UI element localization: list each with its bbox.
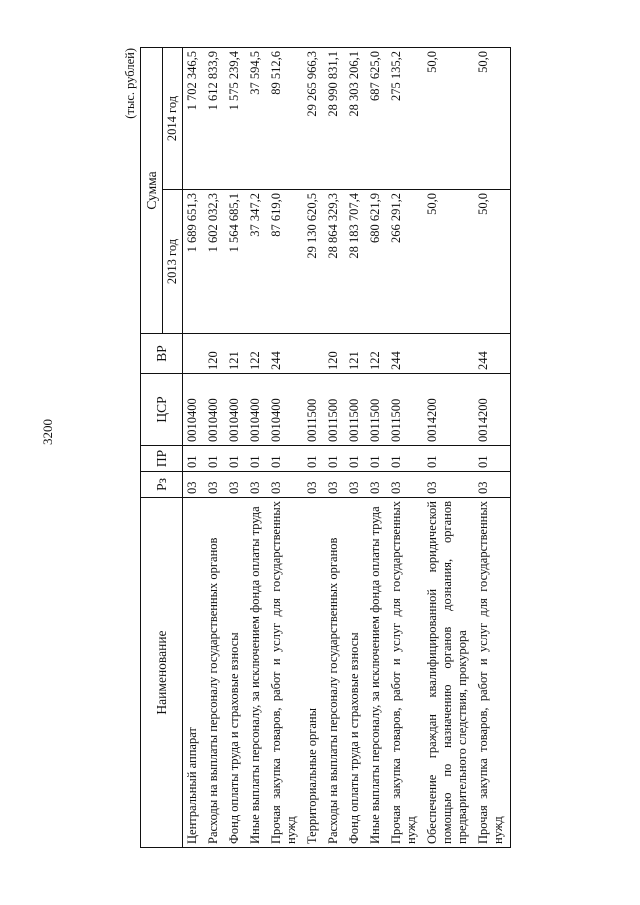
row-rz: 03 (246, 472, 267, 498)
table-row (366, 47, 387, 847)
row-sum-2014: 687 625,0 (366, 47, 387, 189)
row-csr: 0010400 (183, 374, 205, 446)
row-rz: 03 (204, 472, 225, 498)
row-sum-2014: 29 265 966,3 (303, 47, 324, 189)
row-pr: 01 (387, 446, 423, 472)
row-pr: 01 (366, 446, 387, 472)
table-row (387, 47, 423, 847)
row-rz: 03 (423, 472, 474, 498)
row-vr: 121 (225, 334, 246, 374)
row-vr: 244 (474, 334, 511, 374)
row-sum-2014: 50,0 (423, 47, 474, 189)
row-sum-2013: 87 619,0 (267, 190, 303, 334)
row-sum-2013: 50,0 (474, 190, 511, 334)
row-vr: 121 (345, 334, 366, 374)
table-body (183, 47, 511, 847)
table-header (141, 47, 183, 847)
row-vr: 244 (387, 334, 423, 374)
budget-table (140, 47, 511, 848)
row-csr: 0014200 (474, 374, 511, 446)
row-vr: 120 (324, 334, 345, 374)
row-rz: 03 (267, 472, 303, 498)
row-sum-2013: 28 864 329,3 (324, 190, 345, 334)
row-sum-2014: 28 990 831,1 (324, 47, 345, 189)
row-sum-2014: 37 594,5 (246, 47, 267, 189)
row-name: Центральный аппарат (183, 498, 205, 848)
row-rz: 03 (345, 472, 366, 498)
header-rz: Рз (141, 472, 183, 498)
row-csr: 0011500 (324, 374, 345, 446)
header-year-2014: 2014 год (163, 47, 183, 189)
row-sum-2013: 50,0 (423, 190, 474, 334)
row-pr: 01 (204, 446, 225, 472)
page-number: 3200 (40, 419, 55, 445)
row-csr: 0010400 (246, 374, 267, 446)
header-year-2013: 2013 год (163, 190, 183, 334)
row-vr (183, 334, 205, 374)
row-vr: 122 (366, 334, 387, 374)
row-pr: 01 (183, 446, 205, 472)
row-vr: 122 (246, 334, 267, 374)
table-row (204, 47, 225, 847)
row-rz: 03 (324, 472, 345, 498)
row-sum-2014: 50,0 (474, 47, 511, 189)
row-vr: 244 (267, 334, 303, 374)
row-name: Расходы на выплаты персоналу государственных органов (204, 498, 225, 848)
row-sum-2013: 29 130 620,5 (303, 190, 324, 334)
table-row (324, 47, 345, 847)
row-name: Фонд оплаты труда и страховые взносы (345, 498, 366, 848)
row-pr: 01 (267, 446, 303, 472)
row-csr: 0010400 (267, 374, 303, 446)
row-rz: 03 (387, 472, 423, 498)
row-rz: 03 (225, 472, 246, 498)
row-rz: 03 (474, 472, 511, 498)
row-sum-2013: 1 564 685,1 (225, 190, 246, 334)
row-pr: 01 (303, 446, 324, 472)
table-row (183, 47, 205, 847)
header-vr: ВР (141, 334, 183, 374)
table-row (246, 47, 267, 847)
table-row (303, 47, 324, 847)
row-sum-2014: 275 135,2 (387, 47, 423, 189)
header-csr: ЦСР (141, 374, 183, 446)
table-row (225, 47, 246, 847)
row-sum-2013: 680 621,9 (366, 190, 387, 334)
row-vr (303, 334, 324, 374)
row-pr: 01 (423, 446, 474, 472)
row-name: Обеспечение граждан квалифицированной юридической помощью по назначению органов дознания, органов предварительного следствия, прокурора (423, 498, 474, 848)
row-name: Территориальные органы (303, 498, 324, 848)
row-csr: 0011500 (387, 374, 423, 446)
row-name: Прочая закупка товаров, работ и услуг для государственных нужд (474, 498, 511, 848)
table-row (345, 47, 366, 847)
row-name: Прочая закупка товаров, работ и услуг для государственных нужд (387, 498, 423, 848)
row-sum-2013: 266 291,2 (387, 190, 423, 334)
row-sum-2014: 1 702 346,5 (183, 47, 205, 189)
row-sum-2014: 89 512,6 (267, 47, 303, 189)
row-pr: 01 (474, 446, 511, 472)
row-sum-2013: 28 183 707,4 (345, 190, 366, 334)
row-csr: 0010400 (225, 374, 246, 446)
row-csr: 0010400 (204, 374, 225, 446)
row-sum-2013: 1 689 651,3 (183, 190, 205, 334)
row-name: Прочая закупка товаров, работ и услуг для государственных нужд (267, 498, 303, 848)
row-csr: 0011500 (345, 374, 366, 446)
row-name: Иные выплаты персоналу, за исключением фонда оплаты труда (246, 498, 267, 848)
table-row (267, 47, 303, 847)
row-pr: 01 (345, 446, 366, 472)
header-pr: ПР (141, 446, 183, 472)
row-rz: 03 (183, 472, 205, 498)
unit-note: (тыс. рублей) (123, 48, 137, 119)
row-pr: 01 (225, 446, 246, 472)
row-name: Расходы на выплаты персоналу государственных органов (324, 498, 345, 848)
rotated-page (122, 48, 526, 848)
table-row (423, 47, 474, 847)
table-row (474, 47, 511, 847)
row-sum-2013: 37 347,2 (246, 190, 267, 334)
row-rz: 03 (303, 472, 324, 498)
row-csr: 0011500 (366, 374, 387, 446)
row-name: Фонд оплаты труда и страховые взносы (225, 498, 246, 848)
row-vr (423, 334, 474, 374)
row-sum-2013: 1 602 032,3 (204, 190, 225, 334)
row-name: Иные выплаты персоналу, за исключением фонда оплаты труда (366, 498, 387, 848)
row-csr: 0011500 (303, 374, 324, 446)
header-name: Наименование (141, 498, 183, 848)
row-vr: 120 (204, 334, 225, 374)
row-rz: 03 (366, 472, 387, 498)
row-pr: 01 (324, 446, 345, 472)
header-sum: Сумма (141, 47, 163, 333)
row-sum-2014: 1 575 239,4 (225, 47, 246, 189)
row-sum-2014: 1 612 833,9 (204, 47, 225, 189)
row-pr: 01 (246, 446, 267, 472)
row-sum-2014: 28 303 206,1 (345, 47, 366, 189)
row-csr: 0014200 (423, 374, 474, 446)
